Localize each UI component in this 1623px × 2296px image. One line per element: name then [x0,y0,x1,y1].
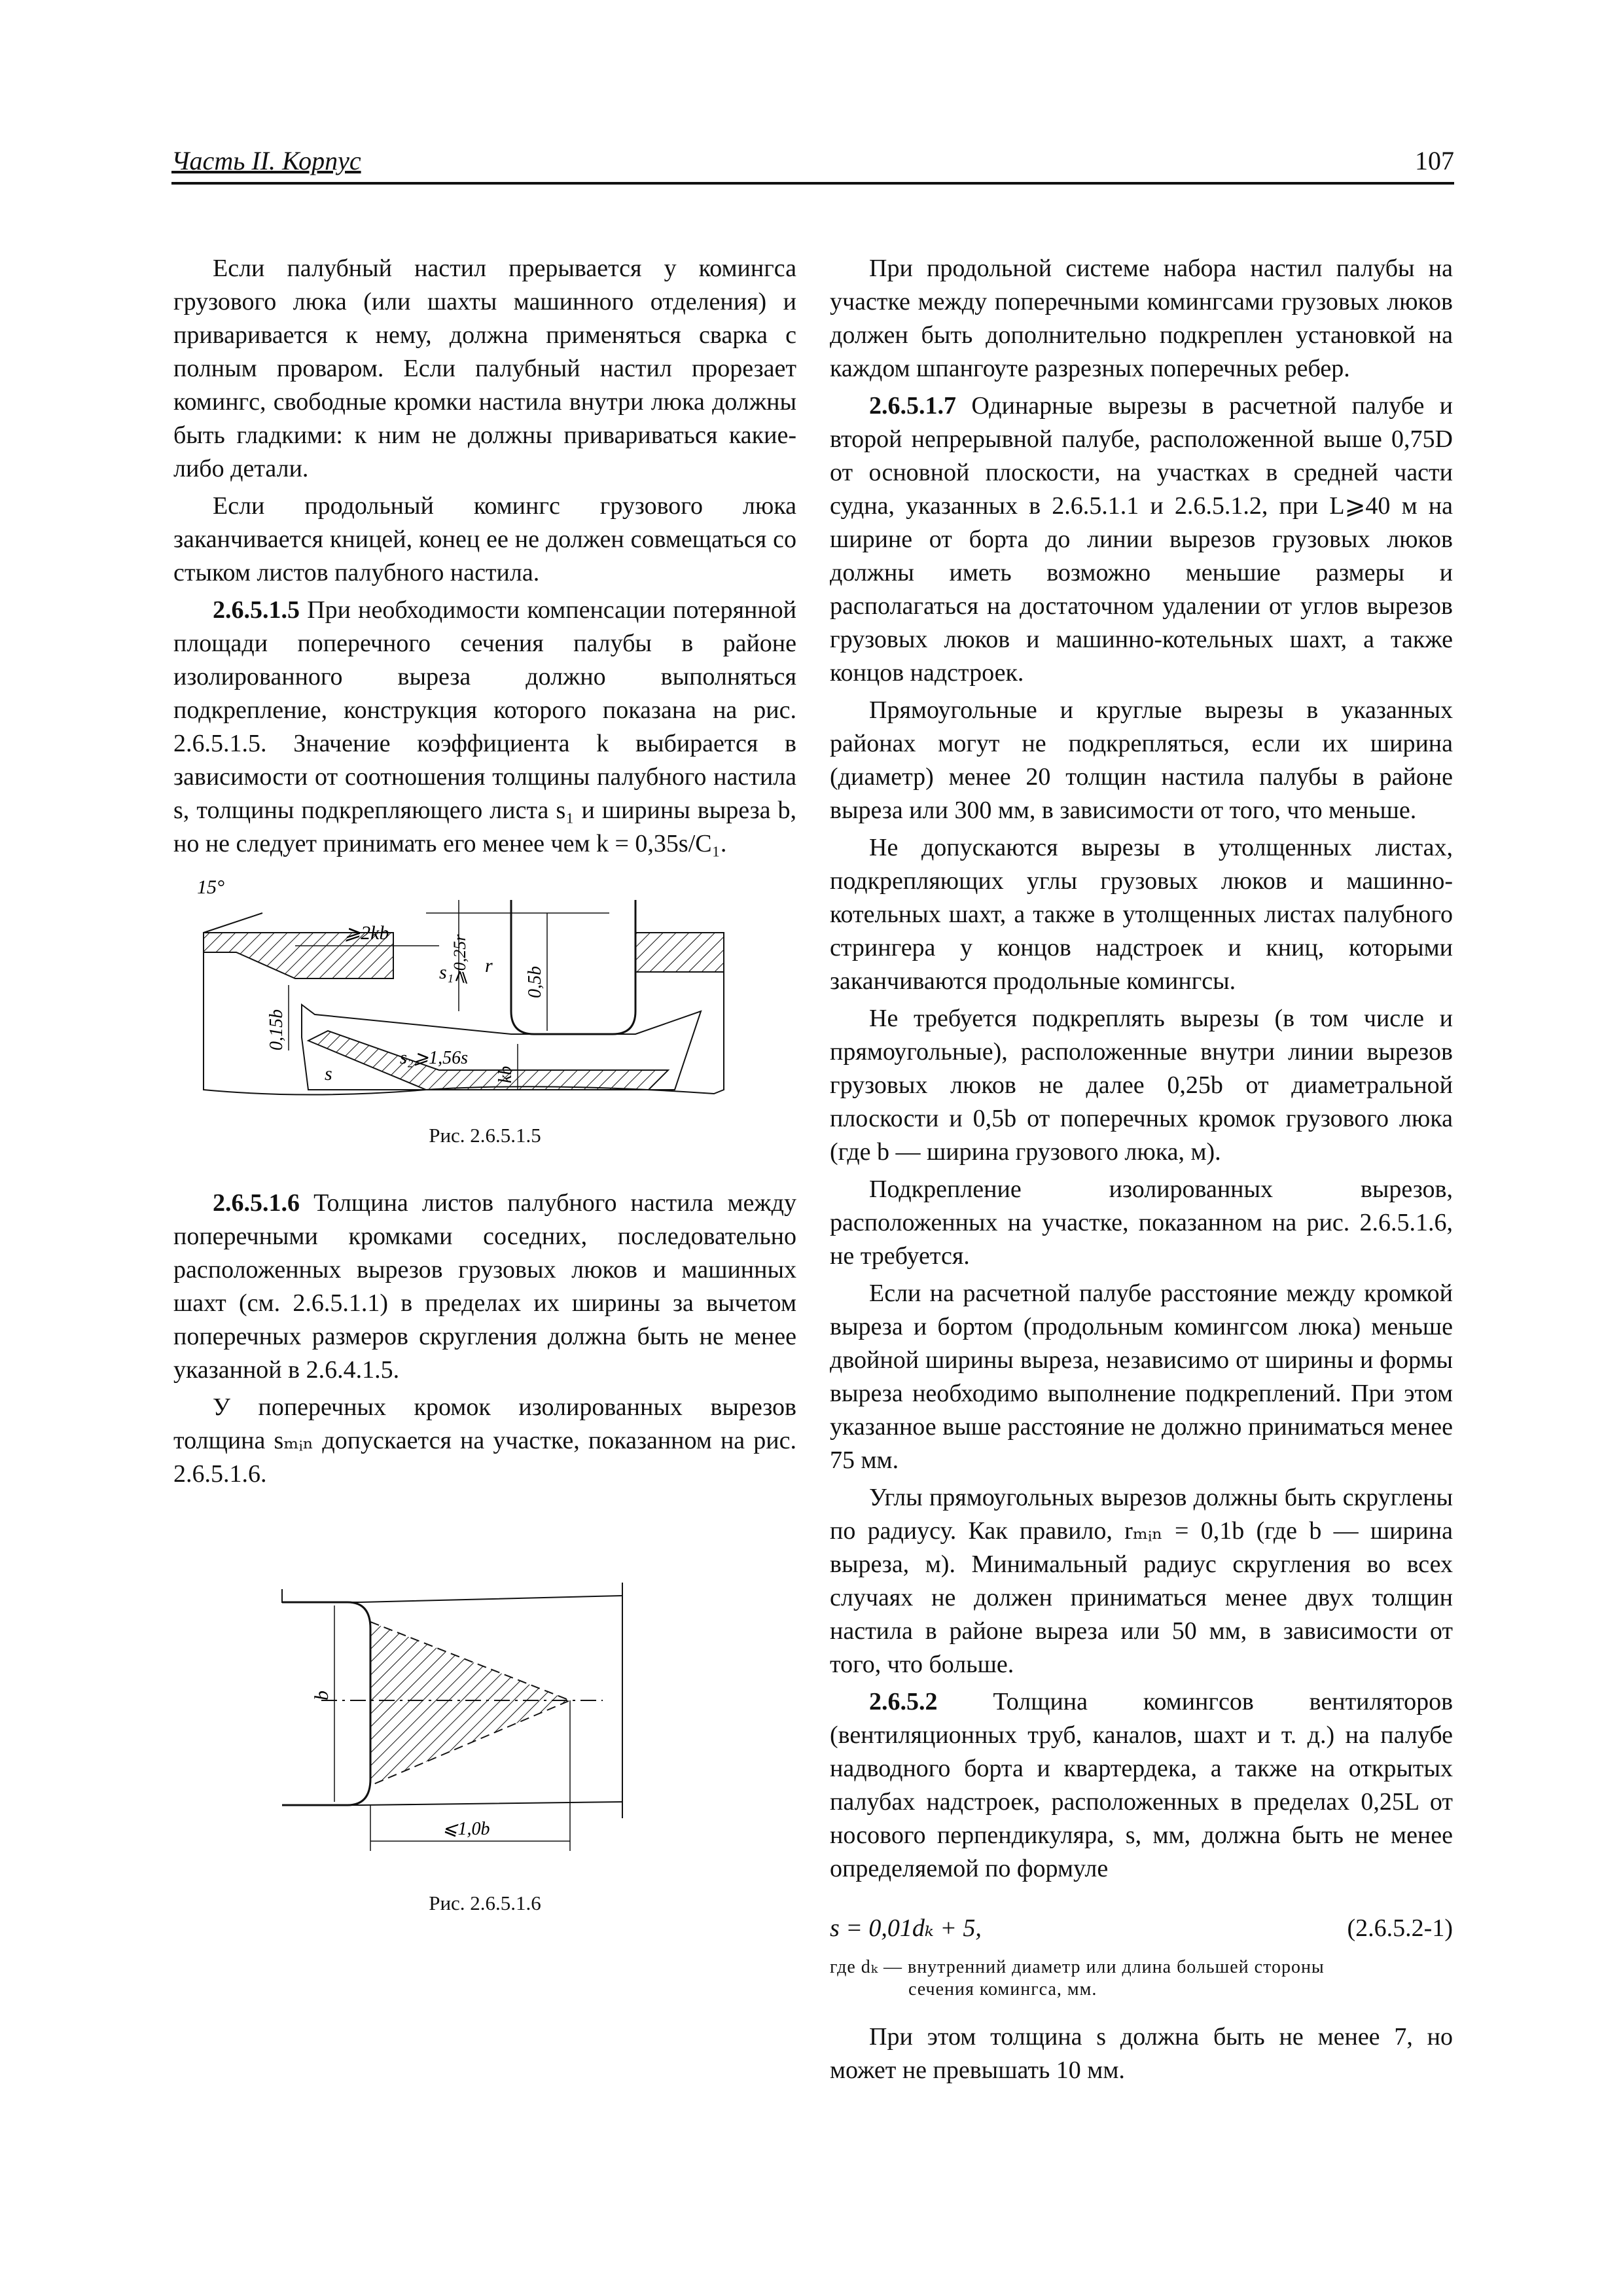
legend-line: сечения комингса, мм. [908,1979,1097,2000]
formula: s = 0,01dₖ + 5, [830,1914,982,1942]
clause-number: 2.6.5.2 [869,1688,938,1715]
paragraph: При этом толщина s должна быть не менее 7, но может не превышать 10 мм. [830,2023,1453,2084]
label-r: r [485,955,493,977]
clause-text: При необходимости компенсации потерянной площади поперечного сечения палубы в районе изолированного выреза должно выполняться подкрепление, конструкция которого показана на рис. 2.6.5.1.5. Значение коэффициента k выбирается в зависимости от соотношения толщины палубного настила s, толщины подкрепляющего листа s₁ и ширины выреза b, но не следует принимать его менее чем k = 0,35s/C₁. [173,596,796,857]
paragraph-2-6-5-1-7 [830,389,1453,690]
label-s1: s₁ [439,961,454,983]
paragraph: Углы прямоугольных вырезов должны быть скруглены по радиусу. Как правило, rₘᵢₙ = 0,1b (где b — ширина выреза, м). Минимальный радиус скругления во всех случаях не должен приниматься менее двух толщин настила в районе выреза или 50 мм, в зависимости от того, что больше. [830,1484,1453,1678]
clause-text: Одинарные вырезы в расчетной палубе и второй непрерывной палубе, расположенной выше 0,75D от основной плоскости, на участках в средней части судна, указанных в 2.6.5.1.1 и 2.6.5.1.2, при L⩾40 м на ширине от борта до линии вырезов грузовых люков должны иметь возможно меньшие размеры и располагаться на достаточном удалении от углов вырезов грузовых люков и машинно-котельных шахт, а также концов надстроек. [830,392,1453,687]
label-2kb: ⩾2kb [344,922,389,944]
paragraph: Если продольный комингс грузового люка заканчивается кницей, конец ее не должен совмещаться со стыком листов палубного настила. [173,492,796,586]
right-column [830,252,1453,2091]
label-05b: 0,5b [525,966,545,998]
paragraph: Если палубный настил прерывается у комингса грузового люка (или шахты машинного отделения) и приваривается к нему, должна применяться сварка с полным проваром. Если палубный настил прорезает комингс, свободные кромки настила внутри люка должны быть гладкими: к ним не должны привариваться какие-либо детали. [173,255,796,482]
paragraph: Не допускаются вырезы в утолщенных листах, подкрепляющих углы грузовых люков и машинно-котельных шахт, а также в утолщенных листах палубного стрингера у концов надстроек и книц, которыми заканчиваются продольные комингсы. [830,834,1453,995]
legend-line: где dₖ — внутренний диаметр или длина большей стороны [830,1957,1325,1977]
paragraph: Не требуется подкреплять вырезы (в том числе и прямоугольные), расположенные внутри линии вырезов грузовых люков не далее 0,25b от диаметральной плоскости и 0,5b от поперечных кромок грузового люка (где b — ширина грузового люка, м). [830,1005,1453,1166]
clause-number: 2.6.5.1.7 [869,392,956,420]
formula-legend [830,1956,1453,2001]
clause-text: Толщина листов палубного настила между поперечными кромками соседних, последовательно расположенных вырезов грузовых люков и машинных шахт (см. 2.6.5.1.1) в пределах их ширины за вычетом поперечных размеров скругления должна быть не менее указанной в 2.6.4.1.5. [173,1189,796,1384]
figure-2-6-5-1-5 [177,874,793,1122]
formula-row [830,1912,1453,1951]
label-025r: ⩾0,25r [450,934,469,985]
paragraph: Подкрепление изолированных вырезов, расположенных на участке, показанном на рис. 2.6.5.1.6, не требуется. [830,1175,1453,1270]
paragraph: Если на расчетной палубе расстояние между кромкой выреза и бортом (продольным комингсом люка) меньше двойной ширины выреза, независимо от ширины и формы выреза необходимо выполнение подкреплений. При этом указанное выше расстояние не должно приниматься менее 75 мм. [830,1280,1453,1474]
paragraph-2-6-5-1-6 [173,1187,796,1387]
label-s: s [325,1063,332,1085]
paragraph: У поперечных кромок изолированных вырезов толщина sₘᵢₙ допускается на участке, показанном на рис. 2.6.5.1.6. [173,1393,796,1488]
figure-caption: Рис. 2.6.5.1.5 [429,1124,541,1147]
left-column [173,252,796,1920]
clause-number: 2.6.5.1.5 [213,596,300,624]
label-s2: s₂⩾1,56s [400,1048,468,1068]
paragraph-2-6-5-2 [830,1685,1453,1886]
label-kb: kb [495,1066,516,1083]
label-b: b [311,1691,332,1700]
clause-text: Толщина комингсов вентиляторов (вентиляционных труб, каналов, шахт и т. д.) на палубе надводного борта и квартердека, а также на открытых палубах надстроек, расположенных в пределах 0,25L от носового перпендикуляра, s, мм, должна быть не менее определяемой по формуле [830,1688,1454,1882]
running-title: Часть II. Корпус [171,146,361,175]
paragraph: Прямоугольные и круглые вырезы в указанных районах могут не подкрепляться, если их ширина (диаметр) менее 20 толщин настила палубы в районе выреза или 300 мм, в зависимости от того, что меньше. [830,696,1453,824]
page-header [171,145,1454,185]
clause-number: 2.6.5.1.6 [213,1189,300,1217]
figure-2-6-5-1-6 [230,1543,740,1871]
paragraph-2-6-5-1-5 [173,594,796,861]
formula-number: (2.6.5.2-1) [1347,1914,1453,1942]
label-15deg: 15° [197,876,224,898]
paragraph: При продольной системе набора настил палубы на участке между поперечными комингсами грузовых люков должен быть дополнительно подкреплен установкой на каждом шпангоуте разрезных поперечных ребер. [830,255,1453,382]
label-015b: 0,15b [266,1009,287,1050]
figure-caption: Рис. 2.6.5.1.6 [429,1892,541,1914]
label-10b: ⩽1,0b [442,1819,490,1839]
page-number: 107 [1415,146,1454,175]
